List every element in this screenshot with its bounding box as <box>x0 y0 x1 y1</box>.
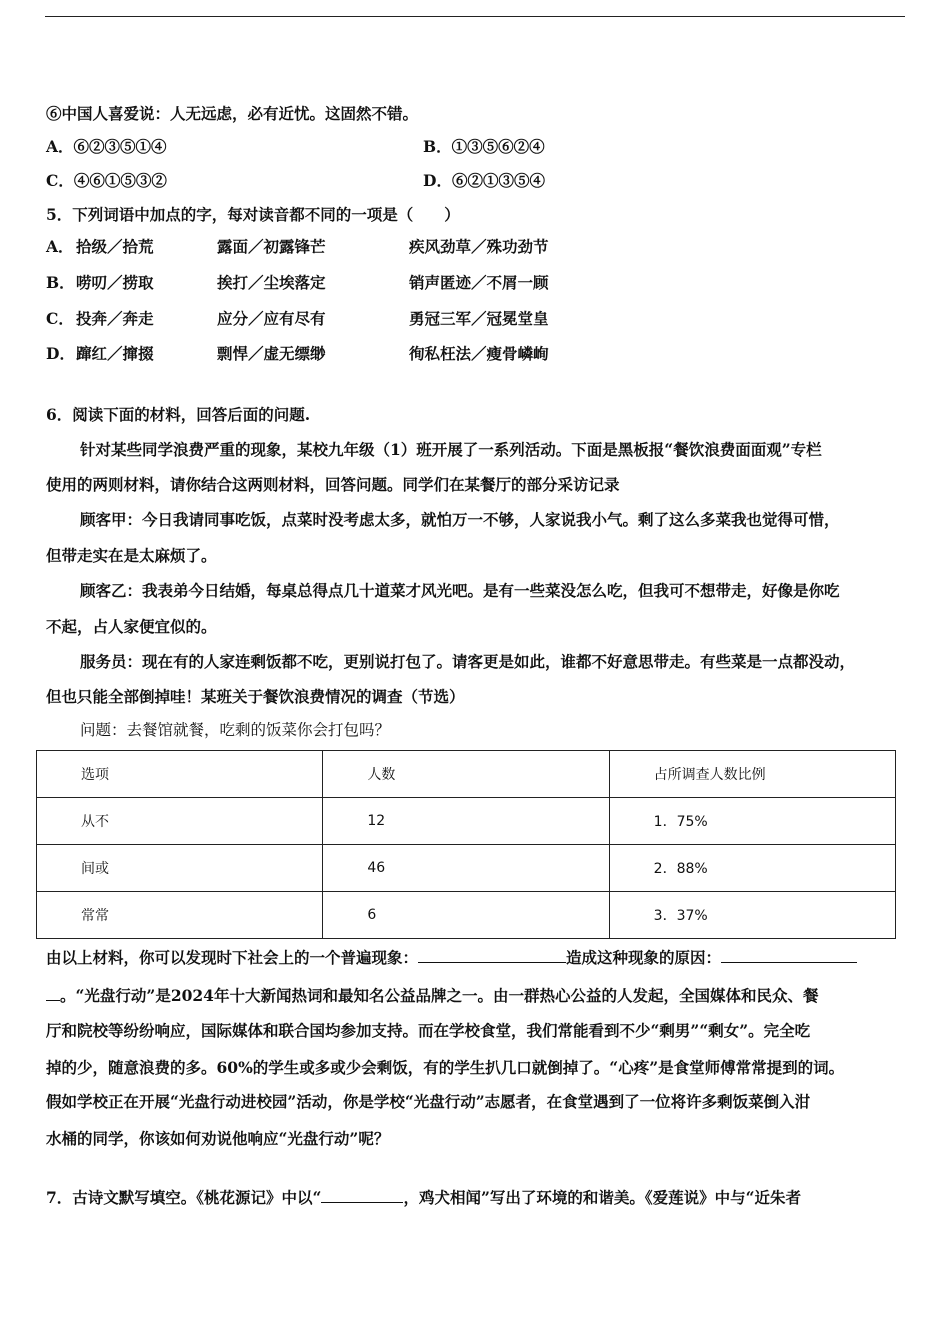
table-cell: 3．37% <box>609 892 895 939</box>
q7-answer-blank[interactable] <box>321 1186 403 1203</box>
option-b-label[interactable]: B． <box>423 137 452 156</box>
q6-paragraph: 假如学校正在开展“光盘行动进校园”活动，你是学校“光盘行动”志愿者，在食堂遇到了一位将许多剩饭菜倒入泔 <box>46 1092 811 1111</box>
option-b-text[interactable]: ①③⑤⑥②④ <box>451 137 545 156</box>
option-c-text[interactable]: ④⑥①⑤③② <box>73 171 167 190</box>
q5-stem: 5．下列词语中加点的字，每对读音都不同的一项是（ ） <box>46 205 460 224</box>
interview-customer-b: 不起，占人家便宜似的。 <box>46 617 217 636</box>
option-c-label[interactable]: C． <box>46 171 74 190</box>
q7-text: 7．古诗文默写填空。《桃花源记》中以“ <box>46 1188 322 1207</box>
table-cell: 常常 <box>37 892 323 939</box>
survey-table <box>36 750 896 939</box>
answer-prompt: 造成这种现象的原因： <box>566 948 722 967</box>
table-header-cell: 人数 <box>323 751 609 798</box>
table-row <box>37 845 896 892</box>
interview-waiter: 服务员：现在有的人家连剩饭都不吃，更别说打包了。请客更是如此，谁都不好意思带走。有些菜是一点都没动， <box>80 652 856 671</box>
q5-word-pair-2: 挨打／尘埃落定 <box>217 273 326 292</box>
interview-customer-a: 但带走实在是太麻烦了。 <box>46 546 217 565</box>
q5-word-pair-1: 蹿红／撺掇 <box>76 344 154 363</box>
q5-word-pair-2: 剽悍／虚无缥缈 <box>217 344 326 363</box>
answer-blank-reason[interactable] <box>721 946 857 963</box>
table-cell: 从不 <box>37 798 323 845</box>
option-d-text[interactable]: ⑥②①③⑤④ <box>451 171 545 190</box>
q6-paragraph: 。“光盘行动”是2024年十大新闻热词和最知名公益品牌之一。由一群热心公益的人发起，全国媒体和民众、餐 <box>60 986 819 1005</box>
q5-word-pair-1: 投奔／奔走 <box>76 309 154 328</box>
q5-word-pair-3: 销声匿迹／不屑一顾 <box>409 273 549 292</box>
q5-option-row[interactable] <box>0 309 900 333</box>
answer-blank-reason-cont[interactable] <box>46 984 60 1001</box>
interview-customer-b: 顾客乙：我表弟今日结婚，每桌总得点几十道菜才风光吧。是有一些菜没怎么吃，但我可不想带走，好像是你吃 <box>80 581 840 600</box>
q5-option-row[interactable] <box>0 273 900 297</box>
table-cell: 46 <box>323 845 609 892</box>
answer-line-2 <box>46 984 818 1006</box>
q5-option-label: D． <box>46 344 75 363</box>
interview-customer-a: 顾客甲：今日我请同事吃饭，点菜时没考虑太多，就怕万一不够，人家说我小气。剩了这么多菜我也觉得可惜， <box>80 510 840 529</box>
survey-question: 问题：去餐馆就餐，吃剩的饭菜你会打包吗？ <box>80 721 391 739</box>
q5-word-pair-3: 勇冠三军／冠冕堂皇 <box>409 309 549 328</box>
q6-stem: 6．阅读下面的材料，回答后面的问题. <box>46 405 311 424</box>
answer-blank-phenomenon[interactable] <box>418 946 566 963</box>
q5-word-pair-3: 徇私枉法／瘦骨嶙峋 <box>409 344 549 363</box>
answer-line-1 <box>46 946 906 968</box>
q4-item6: ⑥中国人喜爱说：人无远虑，必有近忧。这固然不错。 <box>46 104 419 123</box>
q6-paragraph: 掉的少，随意浪费的多。60%的学生或多或少会剩饭，有的学生扒几口就倒掉了。“心疼”是食堂师傅常常提到的词。 <box>46 1058 845 1077</box>
option-d-label[interactable]: D． <box>423 171 452 190</box>
option-a-label[interactable]: A． <box>46 137 74 156</box>
q7-text: ，鸡犬相闻”写出了环境的和谐美。《爱莲说》中与“近朱者 <box>403 1188 802 1207</box>
answer-prompt: 由以上材料，你可以发现时下社会上的一个普遍现象： <box>46 948 419 967</box>
q5-option-row[interactable] <box>0 344 900 368</box>
table-header-cell: 占所调查人数比例 <box>609 751 895 798</box>
q5-option-label: C． <box>46 309 74 328</box>
q6-paragraph: 使用的两则材料，请你结合这两则材料，回答问题。同学们在某餐厅的部分采访记录 <box>46 475 620 494</box>
q6-paragraph: 针对某些同学浪费严重的现象，某校九年级（1）班开展了一系列活动。下面是黑板报“餐饮浪费面面观”专栏 <box>80 440 822 459</box>
q5-word-pair-3: 疾风劲草／殊功劲节 <box>409 237 549 256</box>
table-cell: 6 <box>323 892 609 939</box>
q6-paragraph: 厅和院校等纷纷响应，国际媒体和联合国均参加支持。而在学校食堂，我们常能看到不少“剩男”“剩女”。完全吃 <box>46 1021 811 1040</box>
q5-option-label: A． <box>46 237 74 256</box>
table-header-row <box>37 751 896 798</box>
table-cell: 12 <box>323 798 609 845</box>
table-cell: 间或 <box>37 845 323 892</box>
interview-waiter: 但也只能全部倒掉哇！某班关于餐饮浪费情况的调查（节选） <box>46 687 465 706</box>
table-cell: 2．88% <box>609 845 895 892</box>
q4-options-row1 <box>46 137 906 157</box>
q4-options-row2 <box>46 171 906 191</box>
option-a-text[interactable]: ⑥②③⑤①④ <box>73 137 167 156</box>
q5-word-pair-2: 应分／应有尽有 <box>217 309 326 328</box>
table-row <box>37 892 896 939</box>
q5-word-pair-1: 唠叨／捞取 <box>76 273 154 292</box>
header-rule <box>45 16 905 17</box>
q6-paragraph: 水桶的同学，你该如何劝说他响应“光盘行动”呢？ <box>46 1129 390 1148</box>
q5-word-pair-1: 拾级／拾荒 <box>76 237 154 256</box>
q5-option-label: B． <box>46 273 75 292</box>
table-row <box>37 798 896 845</box>
q5-word-pair-2: 露面／初露锋芒 <box>217 237 326 256</box>
q7-stem <box>46 1186 801 1208</box>
table-header-cell: 选项 <box>37 751 323 798</box>
q5-option-row[interactable] <box>0 237 900 261</box>
table-cell: 1．75% <box>609 798 895 845</box>
